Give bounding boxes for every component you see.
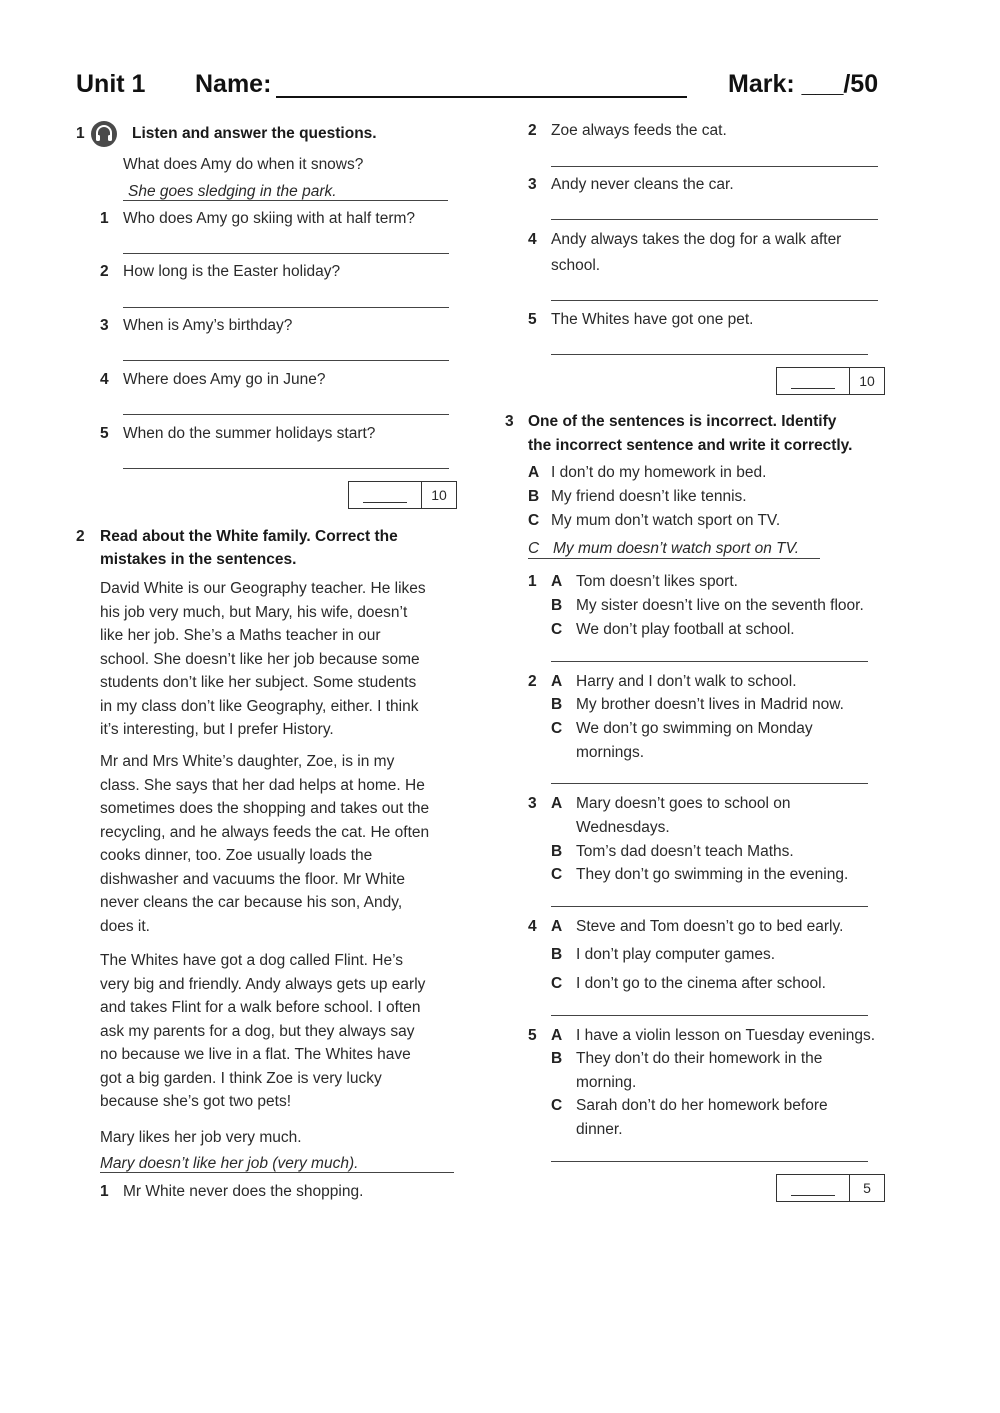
option-text: I don’t do my homework in bed. [551, 464, 767, 481]
section-instruction: Listen and answer the questions. [132, 125, 377, 142]
option-letter: B [551, 696, 563, 713]
question-text: The Whites have got one pet. [551, 311, 754, 328]
answer-line [123, 200, 448, 201]
answer-line [528, 558, 820, 559]
question-number: 1 [528, 573, 537, 590]
example-correction: Mary doesn’t like her job (very much). [100, 1155, 359, 1172]
option-text: I don’t go to the cinema after school. [576, 975, 826, 992]
name-field[interactable] [276, 96, 687, 98]
question-text: Mr White never does the shopping. [123, 1183, 364, 1200]
option-letter: C [551, 720, 563, 737]
question-number: 2 [100, 263, 109, 280]
option-letter: A [551, 573, 563, 590]
option-letter: B [551, 597, 563, 614]
option-text: My sister doesn’t live on the seventh floor. [576, 597, 864, 614]
reading-paragraph-3: The Whites have got a dog called Flint. He’s very big and friendly. Andy always gets up early and takes Flint for a walk before school. I often ask my parents for a dog, but they always say no because we live in a flat. The Whites have got a big garden. I think Zoe is very lucky because she’s got two pets! [100, 952, 426, 1110]
score-blank[interactable] [777, 1175, 850, 1201]
score-box [776, 367, 885, 395]
option-text: They don’t do their homework in the [576, 1050, 823, 1067]
example-sentence: Mary likes her job very much. [100, 1129, 302, 1146]
question-number: 3 [528, 795, 537, 812]
section-instruction-line1: Read about the White family. Correct the [100, 528, 398, 545]
score-max: 5 [863, 1180, 871, 1196]
option-text: We don’t play football at school. [576, 621, 795, 638]
option-text-cont: Wednesdays. [576, 819, 670, 836]
name-label: Name: [195, 70, 272, 98]
answer-line[interactable] [123, 468, 449, 469]
answer-line[interactable] [123, 414, 449, 415]
answer-line[interactable] [551, 906, 868, 907]
example-answer-letter: C [528, 540, 540, 557]
option-text: I have a violin lesson on Tuesday evenings. [576, 1027, 875, 1044]
answer-line[interactable] [123, 253, 449, 254]
question-number: 3 [528, 176, 537, 193]
option-text: Mary doesn’t goes to school on [576, 795, 791, 812]
answer-line [100, 1172, 454, 1173]
question-text: Andy always takes the dog for a walk after [551, 231, 842, 248]
question-text: Zoe always feeds the cat. [551, 122, 727, 139]
score-max: 10 [431, 487, 447, 503]
option-letter: C [551, 1097, 563, 1114]
option-text: Tom’s dad doesn’t teach Maths. [576, 843, 794, 860]
question-number: 4 [100, 371, 109, 388]
option-letter: B [551, 1050, 563, 1067]
answer-line[interactable] [551, 1161, 868, 1162]
example-answer: She goes sledging in the park. [128, 183, 337, 200]
option-letter: C [551, 621, 563, 638]
option-text: Steve and Tom doesn’t go to bed early. [576, 918, 844, 935]
question-number: 4 [528, 231, 537, 248]
answer-line[interactable] [551, 166, 878, 167]
score-blank[interactable] [349, 482, 422, 508]
question-number: 4 [528, 918, 537, 935]
section-number: 3 [505, 413, 514, 430]
question-text: How long is the Easter holiday? [123, 263, 341, 280]
option-letter: B [551, 946, 563, 963]
question-number: 2 [528, 673, 537, 690]
answer-line[interactable] [551, 1015, 868, 1016]
option-letter: A [551, 918, 563, 935]
score-blank[interactable] [777, 368, 850, 394]
option-letter: A [551, 1027, 563, 1044]
question-number: 2 [528, 122, 537, 139]
option-letter: A [528, 464, 540, 481]
option-text: I don’t play computer games. [576, 946, 776, 963]
option-text: My friend doesn’t like tennis. [551, 488, 747, 505]
example-answer: My mum doesn’t watch sport on TV. [553, 540, 800, 557]
score-box [776, 1174, 885, 1202]
headphones-icon [90, 120, 118, 148]
question-number: 5 [528, 311, 537, 328]
option-letter: C [551, 866, 563, 883]
answer-line[interactable] [551, 300, 878, 301]
reading-paragraph-1: David White is our Geography teacher. He likes his job very much, but Mary, his wife, doesn’t like her job. She’s a Maths teacher in our school. She doesn’t like her job because some students don’t like her subject. Some students in my class don’t like Geography, either. I think it’s interesting, but I prefer History. [100, 580, 426, 738]
question-number: 3 [100, 317, 109, 334]
option-text: Tom doesn’t likes sport. [576, 573, 738, 590]
option-text-cont: morning. [576, 1074, 637, 1091]
question-number: 1 [100, 210, 109, 227]
option-letter: C [528, 512, 540, 529]
question-text: Where does Amy go in June? [123, 371, 326, 388]
answer-line[interactable] [123, 307, 449, 308]
section-number: 2 [76, 528, 85, 545]
question-number: 5 [528, 1027, 537, 1044]
question-text: When is Amy’s birthday? [123, 317, 293, 334]
section-instruction-line2: mistakes in the sentences. [100, 551, 297, 568]
mark-label: Mark: ___/50 [728, 70, 879, 98]
score-box [348, 481, 457, 509]
option-text: We don’t go swimming on Monday [576, 720, 813, 737]
question-text-cont: school. [551, 257, 601, 274]
option-letter: B [551, 843, 563, 860]
score-max: 10 [859, 373, 875, 389]
option-text: My brother doesn’t lives in Madrid now. [576, 696, 844, 713]
section-instruction-line1: One of the sentences is incorrect. Identify [528, 413, 837, 430]
answer-line[interactable] [551, 661, 868, 662]
answer-line[interactable] [123, 360, 449, 361]
question-number: 5 [100, 425, 109, 442]
answer-line[interactable] [551, 354, 868, 355]
option-text: They don’t go swimming in the evening. [576, 866, 849, 883]
unit-title: Unit 1 [76, 70, 146, 98]
question-text: Andy never cleans the car. [551, 176, 734, 193]
option-letter: C [551, 975, 563, 992]
option-text: Sarah don’t do her homework before [576, 1097, 828, 1114]
option-text: My mum don’t watch sport on TV. [551, 512, 781, 529]
option-letter: B [528, 488, 540, 505]
answer-line[interactable] [551, 783, 868, 784]
example-question: What does Amy do when it snows? [123, 156, 364, 173]
question-text: Who does Amy go skiing with at half term? [123, 210, 416, 227]
section-instruction-line2: the incorrect sentence and write it correctly. [528, 437, 853, 454]
section-number: 1 [76, 125, 85, 142]
answer-line[interactable] [551, 219, 878, 220]
reading-paragraph-2: Mr and Mrs White’s daughter, Zoe, is in my class. She says that her dad helps at home. He sometimes does the shopping and takes out the recycling, and he always feeds the cat. He often cooks dinner, too. Zoe usually loads the dishwasher and vacuums the floor. Mr White never cleans the car because his son, Andy, does it. [100, 753, 430, 935]
option-text-cont: mornings. [576, 744, 645, 761]
option-letter: A [551, 673, 563, 690]
question-text: When do the summer holidays start? [123, 425, 376, 442]
option-text-cont: dinner. [576, 1121, 623, 1138]
question-number: 1 [100, 1183, 109, 1200]
option-letter: A [551, 795, 563, 812]
option-text: Harry and I don’t walk to school. [576, 673, 797, 690]
